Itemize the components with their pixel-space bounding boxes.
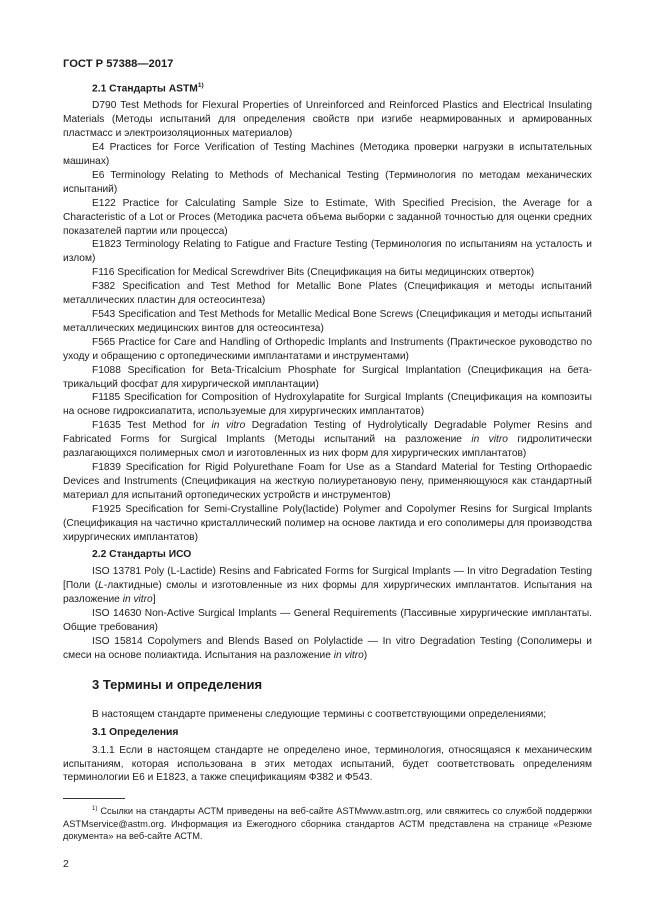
section-3-1-heading: 3.1 Определения	[92, 726, 179, 738]
astm-e4: E4 Practices for Force Verification of Testing Machines (Методика проверки нагрузки в испытательных машинах)	[63, 142, 592, 168]
astm-f543: F543 Specification and Test Methods for Metallic Medical Bone Screws (Спецификация и методы испытаний металлических медицинских винтов для остеосинтеза)	[63, 309, 592, 334]
iso-13781: ISO 13781 Poly (L-Lactide) Resins and Fabricated Forms for Surgical Implants — In vitro Degradation Testing [Поли (L-лактидные) смолы и изготовленные из них формы для хирургических имплантатов. Испытания на разложение in vitro]	[63, 566, 592, 606]
page-number: 2	[63, 858, 69, 870]
footnote: $^{1)}$ Ссылки на стандарты АСТМ приведены на веб-сайте ASTMwww.astm.org, или свяжитесь со службой поддержки ASTMservice@astm.org. Информация из Ежегодного сборника стандартов АСТМ представлена на странице «Резюме документа» на веб-сайте АСТМ.	[63, 806, 592, 842]
section-2-2-heading: 2.2 Стандарты ИСО	[92, 549, 192, 561]
iso-15814: ISO 15814 Copolymers and Blends Based on Polylactide — In vitro Degradation Testing (Сополимеры и смеси на основе полиактида. Испытания на разложение in vitro)	[63, 635, 592, 661]
footnote-divider	[63, 798, 125, 799]
page-header: ГОСТ Р 57388—2017	[63, 58, 174, 70]
astm-f1088: F1088 Specification for Beta-Tricalcium Phosphate for Surgical Implantation (Спецификация на бета-трикальций фосфат для хирургической имплантации)	[63, 364, 592, 390]
document-page	[63, 58, 592, 843]
astm-d790: D790 Test Methods for Flexural Properties of Unreinforced and Reinforced Plastics and Electrical Insulating Materials (Методы испытаний для определения свойств при изгибе неармированных и армированных пластмасс и электроизоляционных материалов)	[63, 100, 592, 140]
astm-e1823: E1823 Terminology Relating to Fatigue and Fracture Testing (Терминология по испытаниям на усталость и излом)	[63, 239, 592, 265]
astm-f382: F382 Specification and Test Method for Metallic Bone Plates (Спецификация и методы испытаний металлических пластин для остеосинтеза)	[63, 281, 592, 307]
iso-14630: ISO 14630 Non-Active Surgical Implants — General Requirements (Пассивные хирургические имплантаты. Общие требования)	[63, 608, 592, 634]
astm-f1635: F1635 Test Method for in vitro Degradation Testing of Hydrolytically Degradable Polymer Resins and Fabricated Forms for Surgical Implants (Методы испытаний на разложение in vitro гидролитически разлагающихся полимерных смол и изготовленных из них форм для хирургических имплантатов)	[63, 420, 593, 460]
section-2-1-heading: 2.1 Стандарты ASTM$^{1)}$	[92, 82, 204, 95]
section-3-intro: В настоящем стандарте применены следующие термины с соответствующими определениями;	[92, 708, 547, 720]
astm-f116: F116 Specification for Medical Screwdriver Bits (Спецификация на биты медицинских отверток)	[92, 267, 535, 279]
astm-f565: F565 Practice for Care and Handling of Orthopedic Implants and Instruments (Практическое руководство по уходу и обращению с ортопедическими имплантатами и инструментами)	[63, 336, 592, 362]
astm-f1925: F1925 Specification for Semi-Crystalline Poly(lactide) Polymer and Copolymer Resins for Surgical Implants (Спецификация на частично кристаллический полимер на основе лактида и его сополимеры для производства хирургических имплантатов)	[63, 503, 592, 543]
astm-f1839: F1839 Specification for Rigid Polyurethane Foam for Use as a Standard Material for Testing Orthopaedic Devices and Instruments (Спецификация на жесткую полиуретановую пену, применяющуюся как стандартный материал для испытаний ортопедических устройств и инструментов)	[63, 461, 592, 501]
footnote-ref: 1)	[197, 82, 204, 89]
section-3-heading: 3 Термины и определения	[92, 676, 263, 692]
astm-f1185: F1185 Specification for Composition of Hydroxylapatite for Surgical Implants (Спецификация на композиты на основе гидроксиапатита, используемые для хирургических имплантатов)	[63, 392, 592, 418]
astm-e122: E122 Practice for Calculating Sample Size to Estimate, With Specified Precision, the Average for a Characteristic of a Lot or Proces (Методика расчета объема выборки с заданной точностью для оценки средних показателей партии или процесса)	[63, 197, 592, 237]
definition-3-1-1: 3.1.1 Если в настоящем стандарте не определено иное, терминология, относящаяся к механическим испытаниям, которая использована в этих методах испытаний, будет соответствовать определениям терминологии Е6 и Е1823, а также спецификациям Ф382 и Ф543.	[63, 744, 592, 784]
astm-e6: E6 Terminology Relating to Methods of Mechanical Testing (Терминология по методам механических испытаний)	[63, 169, 592, 195]
